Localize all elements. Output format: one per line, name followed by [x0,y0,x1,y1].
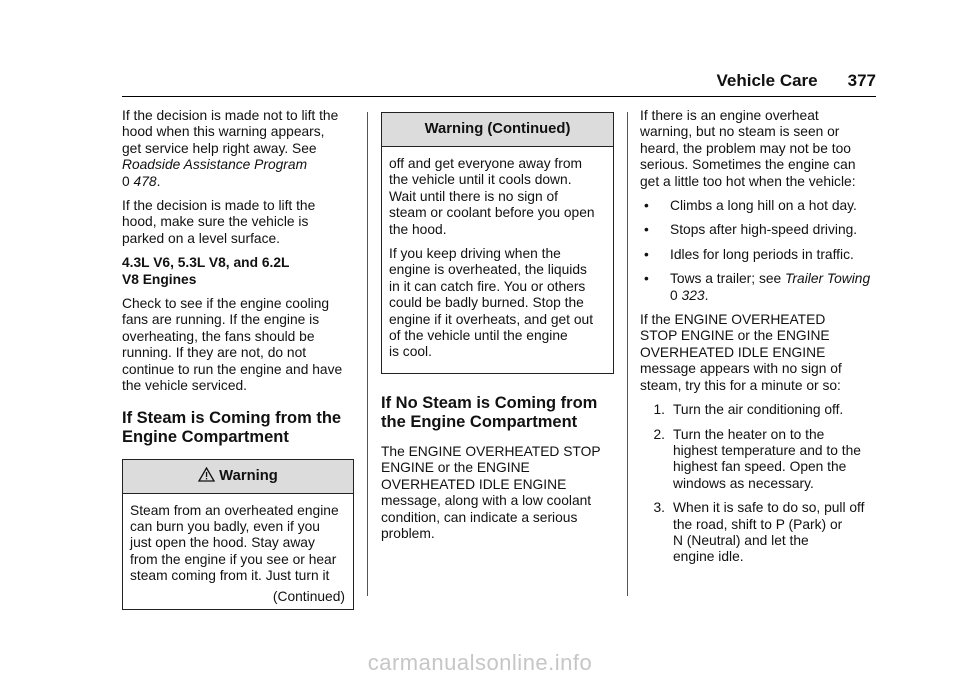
paragraph-lift-decision: If the decision is made not to lift the hood when this warning appears, get service help right away. See Roadside Assistance Program 0 478. [122,108,354,190]
paragraph-cooling-fans: Check to see if the engine cooling fans are running. If the engine is overheating, the fans should be running. If they are not, do not continue to run the engine and have the vehicle serviced. [122,296,343,394]
list-item: • Stops after high-speed driving. [644,222,858,238]
column-3 [640,108,876,574]
conditions-list [640,198,876,304]
page-number: 377 [847,71,876,90]
warning-box-continued [381,112,614,374]
page-ref-323[interactable]: 323 [681,287,705,303]
roadside-assistance-link[interactable]: Roadside Assistance Program [122,157,308,173]
list-item: 3. When it is safe to do so, pull off the road, shift to P (Park) or N (Neutral) and let the engine idle. [653,500,865,565]
heading-no-steam: If No Steam is Coming from the Engine Compartment [381,393,598,431]
continued-label: (Continued) [272,588,345,604]
list-item: 1. Turn the air conditioning off. [653,402,844,418]
paragraph-overheated-message: The ENGINE OVERHEATED STOP ENGINE or the ENGINE OVERHEATED IDLE ENGINE message, along with a low coolant condition, can indicate a serious problem. [381,443,601,541]
trailer-towing-link[interactable]: Trailer Towing [785,271,871,287]
page-ref-478[interactable]: 478 [133,173,157,189]
paragraph-lift-hood: If the decision is made to lift the hood, make sure the vehicle is parked on a level surface. [122,198,316,246]
column-divider-2 [627,112,628,596]
list-item: • Tows a trailer; see Trailer Towing 0 323. [644,271,871,303]
watermark: carmanualsonline.info [367,650,593,675]
section-title: Vehicle Care [716,71,818,90]
warning-continued-body: off and get everyone away from the vehicle until it cools down. Wait until there is no sign of steam or coolant before you open the hood. If you keep driving when the engine is overheated, the liquids in it can catch fire. You or others could be badly burned. Stop the engine if it overheats, and get out of the vehicle until the engine is cool. [389,156,595,360]
column-divider-1 [367,112,368,596]
warning-box-steam [122,459,354,610]
steps-list [640,402,876,566]
list-item: • Climbs a long hill on a hot day. [644,198,857,214]
page-header [717,71,877,91]
warning-body: Steam from an overheated engine can burn you badly, even if you just open the hood. Stay away from the engine if you see or hear steam coming from it. Just turn it (Continued) [130,502,345,604]
list-item: 2. Turn the heater on to the highest temperature and to the highest fan speed. Open the windows as necessary. [653,426,861,491]
column-1 [122,108,354,610]
paragraph-no-steam-message: If the ENGINE OVERHEATED STOP ENGINE or the ENGINE OVERHEATED IDLE ENGINE message appears with no sign of steam, try this for a minute or so: [640,312,842,393]
header-rule [122,96,876,97]
column-2 [381,108,614,550]
paragraph-overheat-warning: If there is an engine overheat warning, but no steam is seen or heard, the problem may not be too serious. Sometimes the engine can get a little too hot when the vehicle: [640,108,856,189]
subhead-engines: 4.3L V6, 5.3L V8, and 6.2L V8 Engines [122,255,290,287]
warning-continued-header: Warning (Continued) [382,113,613,147]
warning-title: Warning [219,467,278,484]
list-item: • Idles for long periods in traffic. [644,246,854,262]
heading-steam: If Steam is Coming from the Engine Compartment [122,408,342,446]
warning-header [123,460,353,494]
page-ref-symbol: 0 [122,173,130,189]
warning-triangle-icon [198,462,215,495]
